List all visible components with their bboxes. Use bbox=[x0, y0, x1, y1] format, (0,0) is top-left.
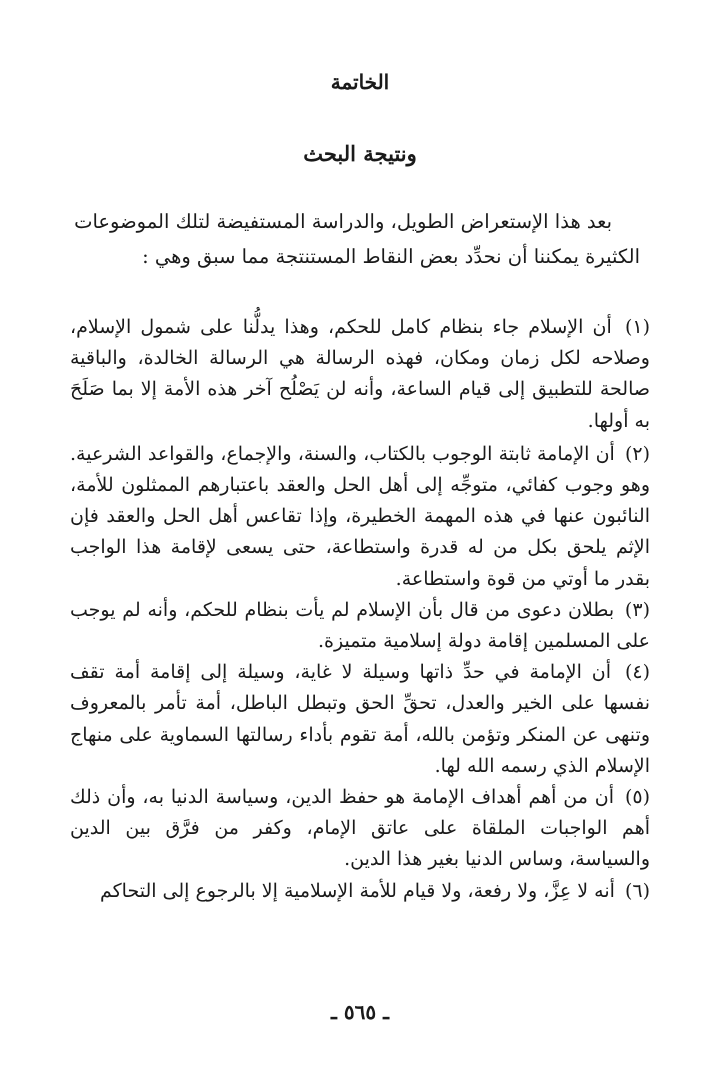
item-number: (٤) bbox=[624, 661, 650, 684]
list-item bbox=[70, 876, 650, 907]
list-item bbox=[70, 782, 650, 876]
list-item bbox=[70, 312, 650, 437]
list-item bbox=[70, 439, 650, 595]
item-text: أن الإمامة في حدِّ ذاتها وسيلة لا غاية، وسيلة إلى إقامة أمة تقف نفسها على الخير والعدل، تحقِّ الحق وتبطل الباطل، أمة تأمر بالمعروف وتنهى عن المنكر وتؤمن بالله، أمة تقوم بأداء رسالتها السماوية على منهاج الإسلام الذي رسمه الله لها. bbox=[70, 661, 650, 777]
item-number: (١) bbox=[624, 316, 650, 338]
conclusion-list bbox=[70, 312, 650, 907]
intro-line-1: بعد هذا الإستعراض الطويل، والدراسة المستفيضة لتلك الموضوعات bbox=[74, 210, 612, 233]
item-number: (٣) bbox=[624, 598, 650, 621]
item-number: (٥) bbox=[624, 786, 650, 809]
item-text: أنه لا عِزَّ، ولا رفعة، ولا قيام للأمة الإسلامية إلا بالرجوع إلى التحاكم bbox=[99, 879, 615, 902]
list-item bbox=[70, 595, 650, 657]
item-text: أن الإسلام جاء بنظام كامل للحكم، وهذا يدلُّنا على شمول الإسلام، وصلاحه لكل زمان ومكان، فهذه الرسالة هي الرسالة الخالدة، والباقية صالحة للتطبيق إلى قيام الساعة، وأنه لن يَصْلُح آخر هذه الأمة إلا بما صَلَحَ به أولها. bbox=[70, 316, 650, 432]
item-text: بطلان دعوى من قال بأن الإسلام لم يأت بنظام للحكم، وأنه لم يوجب على المسلمين إقامة دولة إسلامية متميزة. bbox=[70, 598, 650, 653]
list-item bbox=[70, 657, 650, 782]
page-title: الخاتمة bbox=[330, 70, 390, 94]
item-number: (٢) bbox=[624, 442, 650, 465]
intro-line-2: الكثيرة يمكننا أن نحدِّد بعض النقاط المستنتجة مما سبق وهي : bbox=[142, 245, 640, 268]
page-subtitle: ونتيجة البحث bbox=[303, 141, 417, 166]
item-number: (٦) bbox=[624, 879, 650, 902]
item-text: أن من أهم أهداف الإمامة هو حفظ الدين، وسياسة الدنيا به، وأن ذلك أهم الواجبات الملقاة على عاتق الإمام، وكفر من فرَّق بين الدين والسياسة، وساس الدنيا بغير هذا الدين. bbox=[70, 786, 650, 871]
item-text: أن الإمامة ثابتة الوجوب بالكتاب، والسنة، والإجماع، والقواعد الشرعية. وهو وجوب كفائي، متوجِّه إلى أهل الحل والعقد باعتبارهم الممثلون للأمة، النائبون عنها في هذه المهمة الخطيرة، وإذا تقاعس أهل الحل والعقد فإن الإثم يلحق بكل من له قدرة واستطاعة، حتى يسعى لإقامة هذا الواجب بقدر ما أوتي من قوة واستطاعة. bbox=[70, 442, 650, 590]
page-number: ـ ٥٦٥ ـ bbox=[331, 1000, 389, 1024]
